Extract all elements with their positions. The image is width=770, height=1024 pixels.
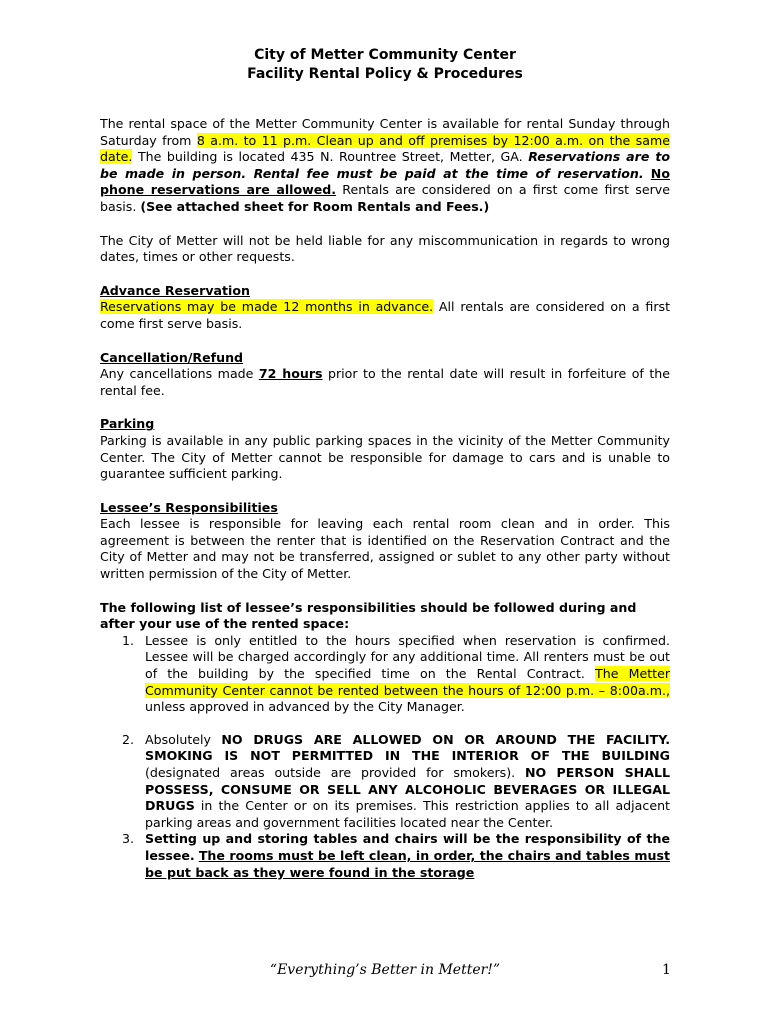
responsibilities-intro: The following list of lessee’s responsibilities should be followed during and after your use of the rented space: — [100, 599, 637, 632]
list-item-number: 3. — [122, 831, 135, 847]
advance-reservation-heading: Advance Reservation — [100, 282, 250, 298]
cancellation-paragraph: Any cancellations made 72 hours prior to the rental date will result in forfeiture of the rental fee. — [100, 366, 670, 398]
document-subtitle: Facility Rental Policy & Procedures — [247, 66, 523, 82]
clean-rooms-notice: The rooms must be left clean, in order, the chairs and tables must be put back as they were found in the storage — [145, 847, 670, 880]
list-item-number: 2. — [122, 731, 135, 747]
footer-motto: “Everything’s Better in Metter!” — [269, 962, 501, 978]
no-drugs-notice: NO DRUGS ARE ALLOWED ON OR AROUND THE FACILITY. SMOKING IS NOT PERMITTED IN THE INTERIOR OF THE BUILDING — [145, 731, 671, 764]
liability-paragraph: The City of Metter will not be held liable for any miscommunication in regards to wrong dates, times or other requests. — [100, 232, 670, 265]
document-title: City of Metter Community Center — [254, 47, 516, 63]
parking-heading: Parking — [100, 416, 155, 432]
rental-hours-highlight: The Metter Community Center cannot be rented between the hours of 12:00 p.m. – 8:00a.m., — [145, 666, 670, 698]
setup-responsibility: Setting up and storing tables and chairs will be the responsibility of the lessee. — [145, 831, 670, 863]
list-item: 2. Absolutely NO DRUGS ARE ALLOWED ON OR AROUND THE FACILITY. SMOKING IS NOT PERMITTED IN THE INTERIOR OF THE BUILDING (designated areas outside are provided for smokers). NO PERSON SHALL POSSESS, CONSUME OR SELL ANY ALCOHOLIC BEVERAGES OR ILLEGAL DRUGS in the Center or on its premises. This restriction applies to all adjacent parking areas and government facilities located near the Center. — [122, 731, 671, 830]
lessee-paragraph: Each lessee is responsible for leaving each rental room clean and in order. This agreement is between the renter that is identified on the Reservation Contract and the City of Metter and may not be transferred, assigned or sublet to any other party without written permission of the City of Metter. — [100, 516, 670, 582]
cancellation-heading: Cancellation/Refund — [100, 349, 244, 365]
advance-highlight: Reservations may be made 12 months in advance. — [100, 299, 434, 315]
lessee-heading: Lessee’s Responsibilities — [100, 499, 278, 515]
intro-highlight-hours: 8 a.m. to 11 p.m. Clean up and off premises by 12:00 a.m. on the same date. — [100, 132, 670, 165]
advance-reservation-paragraph: Reservations may be made 12 months in advance. All rentals are considered on a first come first serve basis. — [100, 299, 671, 331]
cancellation-hours: 72 hours — [258, 366, 323, 382]
document-body — [100, 46, 670, 881]
intro-in-person-notice: Reservations are to be made in person. Rental fee must be paid at the time of reservation. — [100, 149, 670, 181]
list-item: 1. Lessee is only entitled to the hours specified when reservation is confirmed. Lessee will be charged accordingly for any additional time. All renters must be out of the building by the specified time on the Rental Contract. The Metter Community Center cannot be rented between the hours of 12:00 p.m. – 8:00a.m., unless approved in advanced by the City Manager. — [122, 632, 670, 715]
intro-text: The building is located 435 N. Rountree Street, Metter, GA. — [132, 149, 529, 165]
intro-see-attached: (See attached sheet for Room Rentals and Fees.) — [140, 198, 490, 214]
intro-no-phone-notice: No phone reservations are allowed. — [100, 165, 670, 198]
intro-text: Rentals are considered on a first come first serve basis. — [100, 182, 670, 214]
list-item-number: 1. — [122, 632, 135, 648]
list-item — [100, 831, 670, 881]
intro-text: The rental space of the Metter Community Center is available for rental Sunday through Saturday from — [100, 116, 670, 148]
intro-paragraph — [100, 116, 670, 216]
no-alcohol-notice: NO PERSON SHALL POSSESS, CONSUME OR SELL ANY ALCOHOLIC BEVERAGES OR ILLEGAL DRUGS — [145, 765, 670, 814]
responsibilities-list — [100, 633, 670, 881]
parking-paragraph: Parking is available in any public parking spaces in the vicinity of the Metter Community Center. The City of Metter cannot be responsible for damage to cars and is unable to guarantee sufficient parking. — [100, 432, 670, 482]
page-number: 1 — [662, 962, 671, 978]
